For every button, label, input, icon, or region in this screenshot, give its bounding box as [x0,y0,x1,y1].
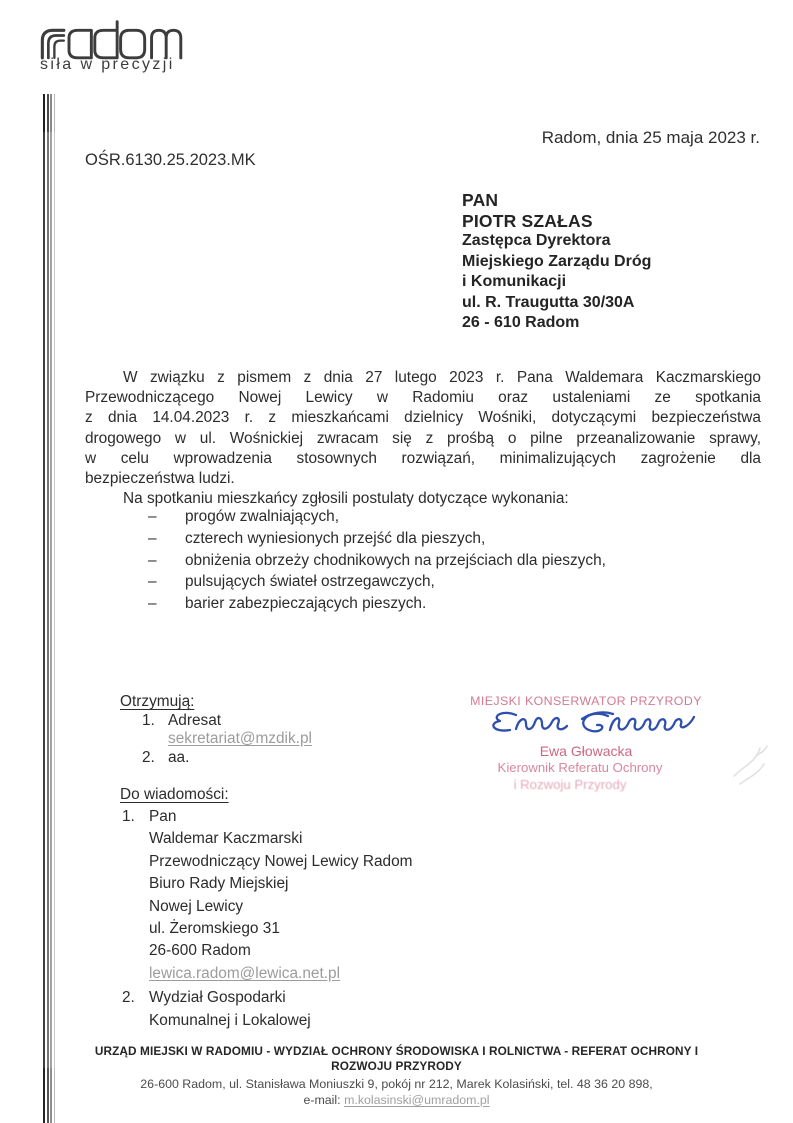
item-number: 1. [122,808,135,825]
list-item [148,528,606,550]
item-number: 2. [142,748,155,766]
body-paragraph [85,368,761,509]
item-number: 2. [122,989,135,1007]
recipient-line: Zastępca Dyrektora [462,232,611,249]
cc-line: ul. Żeromskiego 31 [149,920,280,938]
footer-address-line: 26-600 Radom, ul. Stanisława Moniuszki 9, pokój nr 212, Marek Kolasiński, tel. 48 36 20 898, [140,1077,653,1091]
body-line: Na spotkaniu mieszkańcy zgłosili postulaty dotyczące wykonania: [123,490,569,508]
body-line: drogowego w ul. Wośnickiej zwracam się z prośbą o pilne przeanalizowanie sprawy, [85,429,761,447]
distribution-heading: Otrzymują: [120,693,195,710]
list-item-text: obniżenia obrzeży chodnikowych na przejściach dla pieszych, [185,551,606,569]
list-item [148,550,606,572]
list-item [120,749,312,768]
scan-line [43,94,45,1123]
radom-letters [69,22,181,58]
footer-email-line [0,1093,793,1107]
postulates-list [148,506,606,615]
scan-line [50,94,52,1123]
distribution-section [120,693,312,767]
list-item-text: czterech wyniesionych przejść dla pieszych, [185,529,486,547]
stamp-signatory-name: Ewa Głowacka [539,743,633,759]
scan-line [47,94,49,1123]
cc-line: Biuro Rady Miejskiej [149,875,289,893]
date-line: Radom, dnia 25 maja 2023 r. [541,128,760,147]
item-number: 1. [142,711,155,729]
body-line: w celu wprowadzenia stosownych rozwiązań, minimalizujących zagrożenie dla [85,449,761,467]
email-link-mzdik[interactable]: sekretariat@mzdik.pl [168,730,312,748]
cc-section [120,786,412,1032]
item-text: Adresat [168,711,222,729]
cc-item [120,987,412,1032]
footer [0,1044,793,1107]
stamp-role-line: Kierownik Referatu Ochrony [497,760,663,775]
recipient-line: PAN [462,190,499,210]
list-item [148,571,606,593]
stamp-role-line: i Rozwoju Przyrody [513,777,627,792]
cc-line [149,963,412,985]
dash-marker: – [148,529,157,547]
cc-item [120,806,412,985]
body-line: bezpieczeństwa ludzi. [85,470,235,488]
cc-line: Nowej Lewicy [149,897,244,915]
dash-marker: – [148,573,157,591]
list-item [168,730,312,749]
list-item-text: barier zabezpieczających pieszych. [185,595,427,613]
body-line: W związku z pismem z dnia 27 lutego 2023 r. Pana Waldemara Kaczmarskiego [123,369,761,386]
footer-office-line: URZĄD MIEJSKI W RADOMIU - WYDZIAŁ OCHRONY ŚRODOWISKA I ROLNICTWA - REFERAT OCHRONY I ROZWOJU PRZYRODY [94,1044,699,1073]
list-item [148,506,606,528]
cc-line: Wydział Gospodarki [149,989,286,1007]
list-item [148,593,606,615]
scan-artifact-lines [43,94,57,1123]
recipient-block [462,190,651,334]
list-item-text: pulsujących świateł ostrzegawczych, [185,573,435,591]
cc-line: Komunalnej i Lokalowej [149,1011,311,1029]
cc-heading: Do wiadomości: [120,786,229,803]
body-line: Przewodniczącego Nowej Lewicy w Radomiu oraz ustaleniami ze spotkania [85,389,761,407]
email-link-lewica[interactable]: lewica.radom@lewica.net.pl [149,964,340,982]
recipient-line: Miejskiego Zarządu Dróg [462,252,652,270]
cc-line: Pan [149,808,177,825]
list-item-text: progów zwalniających, [185,508,339,525]
body-line: z dnia 14.04.2023 r. z mieszkańcami dzielnicy Wośniki, dotyczącymi bezpieczeństwa [85,409,761,427]
cc-line: Waldemar Kaczmarski [149,830,303,848]
dash-marker: – [148,551,157,569]
signature-handwriting [486,705,698,745]
item-text: aa. [168,748,190,766]
reference-number: OŚR.6130.25.2023.MK [85,151,256,169]
recipient-line: PIOTR SZAŁAS [462,210,593,231]
recipient-line: ul. R. Traugutta 30/30A [462,293,635,311]
footer-email-link[interactable]: m.kolasinski@umradom.pl [344,1093,490,1107]
ink-smudge-artifact [726,736,776,794]
cc-line: 26-600 Radom [149,942,251,960]
recipient-line: 26 - 610 Radom [462,314,580,331]
radom-r-arcs [42,30,64,58]
recipient-line: i Komunikacji [462,273,567,290]
brand-tagline: siła w precyzji [40,56,175,73]
stamp-title: MIEJSKI KONSERWATOR PRZYRODY [470,694,702,708]
dash-marker: – [148,595,157,613]
footer-email-label: e-mail: [303,1093,345,1107]
dash-marker: – [148,508,157,525]
list-item [120,712,312,731]
scan-line [54,94,55,1123]
cc-line: Przewodniczący Nowej Lewicy Radom [149,852,413,870]
